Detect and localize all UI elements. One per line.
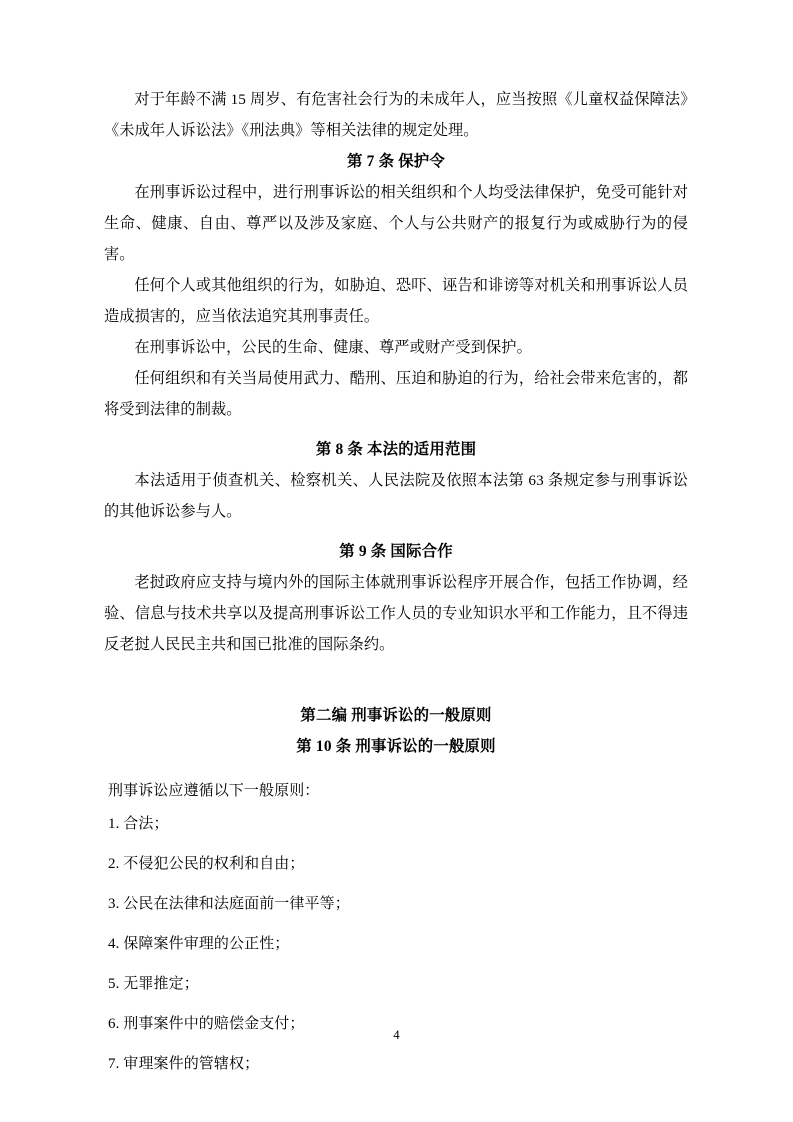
spacer-before-article8: [104, 425, 688, 434]
heading-article-10: 第 10 条 刑事诉讼的一般原则: [296, 738, 496, 755]
list-item: 2. 不侵犯公民的权利和自由；: [108, 856, 305, 872]
page-content: [104, 84, 688, 1089]
spacer-before-article9: [104, 527, 688, 536]
paragraph-article8-1: 本法适用于侦查机关、检察机关、人民法院及依照本法第 63 条规定参与刑事诉讼的其他诉讼参与人。: [104, 472, 688, 520]
spacer-before-part2: [104, 660, 688, 700]
paragraph-minor-handling: 对于年龄不满 15 周岁、有危害社会行为的未成年人，应当按照《儿童权益保障法》《未成年人诉讼法》《刑法典》等相关法律的规定处理。: [104, 91, 688, 139]
spacer-before-principles-intro: [104, 762, 688, 776]
paragraph-article7-4: 任何组织和有关当局使用武力、酷刑、压迫和胁迫的行为，给社会带来危害的，都将受到法律的制裁。: [104, 370, 688, 418]
paragraph-article7-1: 在刑事诉讼过程中，进行刑事诉讼的相关组织和个人均受法律保护，免受可能针对生命、健康、自由、尊严以及涉及家庭、个人与公共财产的报复行为或威胁行为的侵害。: [104, 184, 688, 263]
heading-part-2: 第二编 刑事诉讼的一般原则: [300, 707, 492, 724]
list-item: 5. 无罪推定；: [108, 976, 199, 992]
heading-article-9: 第 9 条 国际合作: [339, 543, 453, 560]
paragraph-article7-3: 在刑事诉讼中，公民的生命、健康、尊严或财产受到保护。: [134, 339, 532, 356]
list-item: 4. 保障案件审理的公正性；: [108, 936, 290, 952]
paragraph-principles-intro: 刑事诉讼应遵循以下一般原则：: [108, 783, 320, 799]
list-item: 6. 刑事案件中的赔偿金支付；: [108, 1016, 305, 1032]
list-item: 1. 合法；: [108, 816, 169, 832]
paragraph-article7-2: 任何个人或其他组织的行为，如胁迫、恐吓、诬告和诽谤等对机关和刑事诉讼人员造成损害的，应当依法追究其刑事责任。: [104, 277, 688, 325]
heading-article-8: 第 8 条 本法的适用范围: [315, 441, 477, 458]
page-number: 4: [393, 1028, 400, 1042]
list-item: 7. 审理案件的管辖权；: [108, 1056, 260, 1072]
paragraph-article9-1: 老挝政府应支持与境内外的国际主体就刑事诉讼程序开展合作，包括工作协调，经验、信息与技术共享以及提高刑事诉讼工作人员的专业知识水平和工作能力，且不得违反老挝人民民主共和国已批准的国际条约。: [104, 574, 688, 653]
heading-article-7: 第 7 条 保护令: [347, 153, 445, 170]
list-item: 3. 公民在法律和法庭面前一律平等；: [108, 896, 350, 912]
